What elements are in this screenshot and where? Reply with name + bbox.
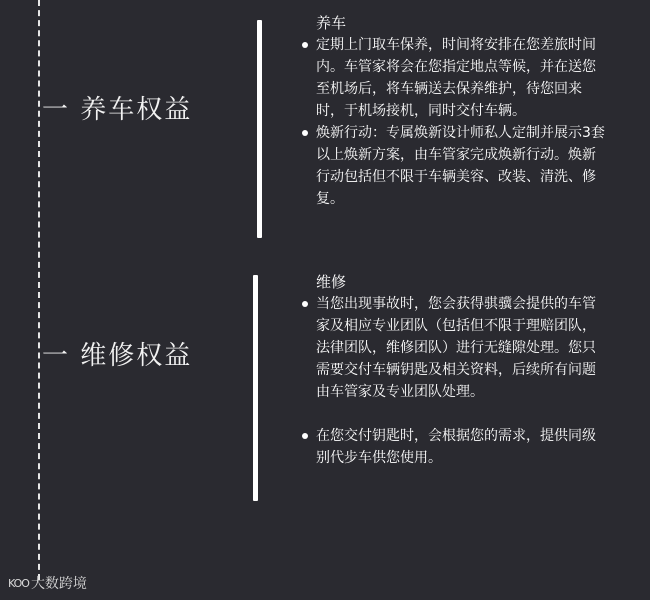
content-heading: 维修	[316, 273, 347, 291]
watermark-logo-icon: KOO	[8, 577, 29, 590]
section-title: 一 维修权益	[42, 341, 193, 371]
watermark-text: 大数跨境	[30, 576, 87, 592]
section-divider	[253, 275, 258, 501]
section-content	[300, 271, 605, 469]
list-item	[300, 425, 605, 469]
list-item	[300, 293, 605, 403]
bullet-icon	[302, 42, 308, 48]
section-repair	[0, 265, 650, 505]
content-heading: 养车	[316, 14, 347, 32]
section-title: 一 养车权益	[42, 95, 193, 125]
list-item-text: 定期上门取车保养，时间将安排在您差旅时间内。车管家将会在您指定地点等候，并在送您至机场后，将车辆送去保养维护，待您回来时，于机场接机，同时交付车辆。	[316, 37, 596, 119]
bullet-icon	[302, 433, 308, 439]
section-divider	[257, 20, 262, 238]
bullet-list	[300, 34, 605, 210]
list-item	[300, 122, 605, 210]
section-content	[300, 12, 605, 210]
list-item-text: 焕新行动：专属焕新设计师私人定制并展示3套以上焕新方案，由车管家完成焕新行动。焕新行动包括但不限于车辆美容、改装、清洗、修复。	[316, 125, 605, 207]
section-car-care	[0, 0, 650, 250]
list-item-text: 在您交付钥匙时，会根据您的需求，提供同级别代步车供您使用。	[316, 428, 596, 466]
list-item-text: 当您出现事故时，您会获得骐骥会提供的车管家及相应专业团队（包括但不限于理赔团队，法律团队，维修团队）进行无缝隙处理。您只需要交付车辆钥匙及相关资料，后续所有问题由车管家及专业团队处理。	[316, 296, 596, 400]
watermark	[8, 574, 87, 594]
bullet-icon	[302, 301, 308, 307]
bullet-icon	[302, 130, 308, 136]
list-item	[300, 34, 605, 122]
bullet-list	[300, 293, 605, 469]
